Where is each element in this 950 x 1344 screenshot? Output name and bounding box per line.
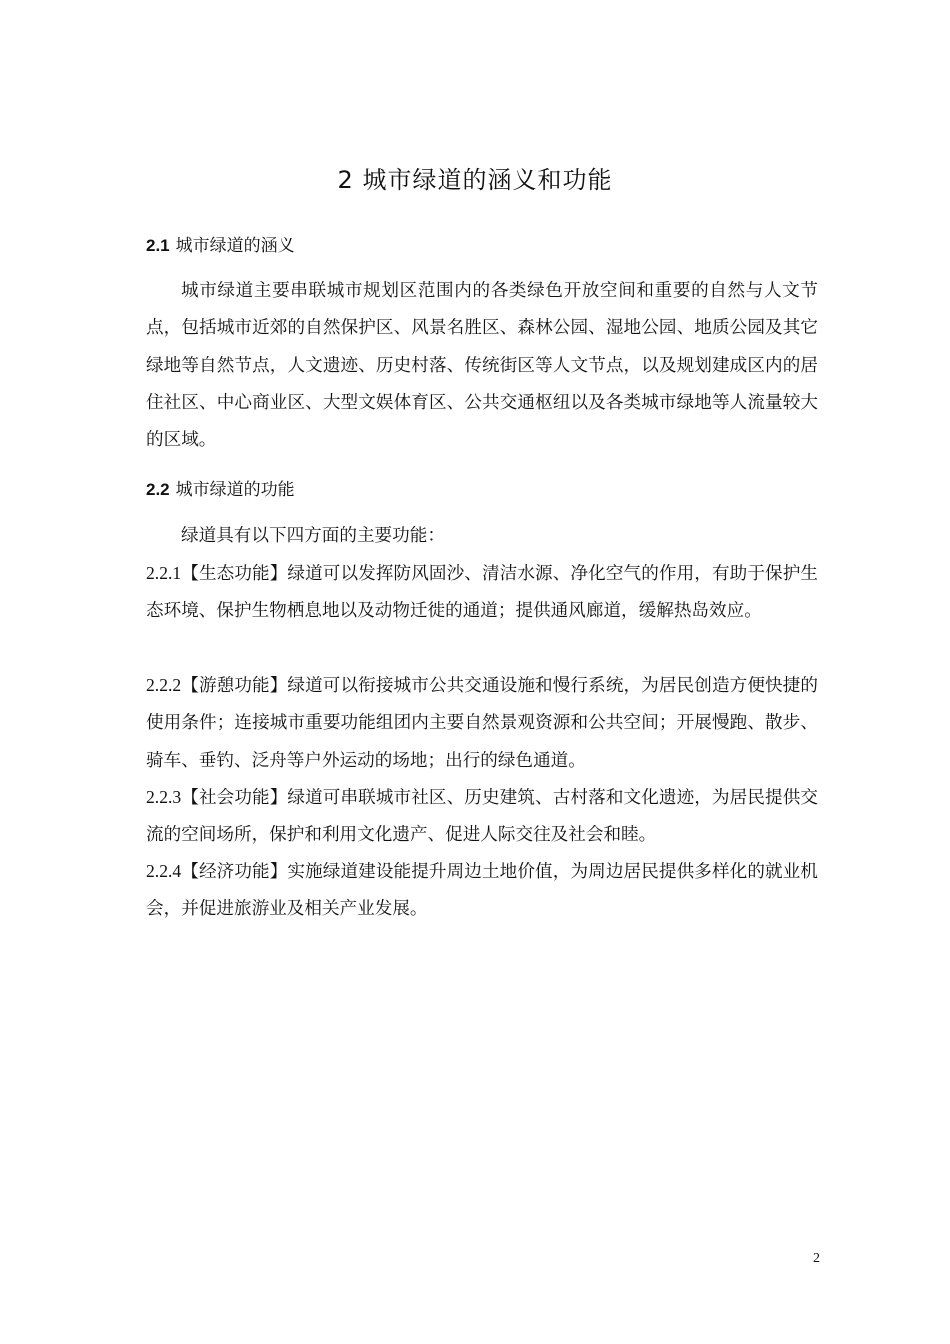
item-number: 2.2.1 bbox=[146, 563, 182, 583]
page-number: 2 bbox=[813, 1251, 820, 1266]
item-number: 2.2.4 bbox=[146, 861, 182, 881]
section-2-1-paragraph: 城市绿道主要串联城市规划区范围内的各类绿色开放空间和重要的自然与人文节点，包括城市近郊的自然保护区、风景名胜区、森林公园、湿地公园、地质公园及其它绿地等自然节点，人文遗迹、历史村落、传统街区等人文节点，以及规划建成区内的居住社区、中心商业区、大型文娱体育区、公共交通枢纽以及各类城市绿地等人流量较大的区域。 bbox=[146, 281, 818, 451]
item-text: 【生态功能】绿道可以发挥防风固沙、清洁水源、净化空气的作用，有助于保护生态环境、保护生物栖息地以及动物迁徙的通道；提供通风廊道，缓解热岛效应。 bbox=[146, 564, 818, 622]
chapter-title: 2 城市绿道的涵义和功能 bbox=[337, 166, 613, 195]
section-number: 2.2 bbox=[146, 480, 170, 499]
section-heading-2-2 bbox=[146, 477, 826, 503]
function-item-ecological bbox=[146, 555, 818, 631]
section-title: 城市绿道的涵义 bbox=[175, 236, 295, 256]
item-text: 【游憩功能】绿道可以衔接城市公共交通设施和慢行系统，为居民创造方便快捷的使用条件；连接城市重要功能组团内主要自然景观资源和公共空间；开展慢跑、散步、骑车、垂钓、泛舟等户外运动的场地；出行的绿色通道。 bbox=[146, 676, 818, 771]
section-number: 2.1 bbox=[146, 236, 170, 255]
function-item-recreation bbox=[146, 667, 818, 780]
item-text: 【经济功能】实施绿道建设能提升周边土地价值，为周边居民提供多样化的就业机会，并促进旅游业及相关产业发展。 bbox=[146, 862, 818, 920]
item-text: 【社会功能】绿道可串联城市社区、历史建筑、古村落和文化遗迹，为居民提供交流的空间场所，保护和利用文化遗产、促进人际交往及社会和睦。 bbox=[146, 788, 818, 846]
function-item-social bbox=[146, 779, 818, 855]
section-2-2-intro: 绿道具有以下四方面的主要功能： bbox=[181, 526, 445, 546]
section-heading-2-1 bbox=[146, 233, 826, 259]
item-number: 2.2.2 bbox=[146, 675, 182, 695]
item-number: 2.2.3 bbox=[146, 787, 182, 807]
section-title: 城市绿道的功能 bbox=[175, 480, 295, 500]
function-item-economic bbox=[146, 853, 818, 929]
